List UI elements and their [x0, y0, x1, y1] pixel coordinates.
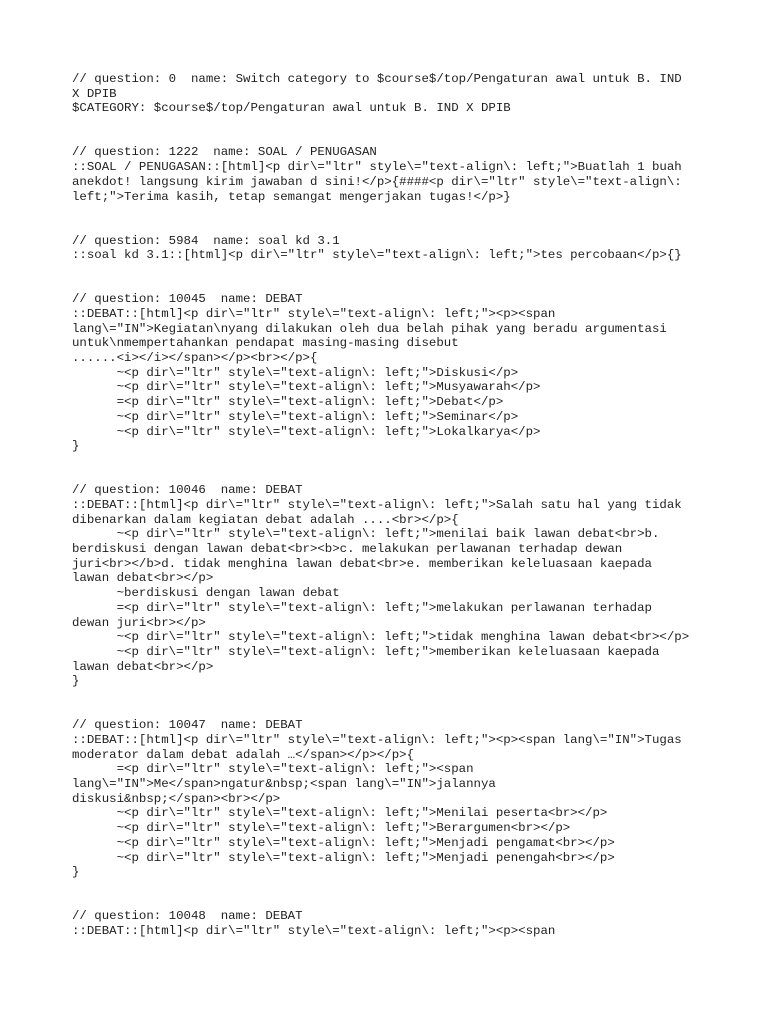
text-line: berdiskusi dengan lawan debat<br><b>c. melakukan perlawanan terhadap dewan: [72, 542, 623, 557]
text-line: // question: 5984 name: soal kd 3.1: [72, 233, 340, 248]
question-block: [72, 292, 702, 454]
question-block: [72, 718, 702, 880]
text-line: diskusi&nbsp;</span><br></p>: [72, 791, 281, 806]
text-line: dibenarkan dalam kegiatan debat adalah ....<br></p>{: [72, 512, 459, 527]
block-gap: [72, 263, 702, 292]
text-line: ~<p dir\="ltr" style\="text-align\: left;">Seminar</p>: [72, 409, 519, 424]
question-block: [72, 483, 702, 689]
text-line: ~<p dir\="ltr" style\="text-align\: left;">Berargumen<br></p>: [72, 821, 571, 836]
text-line: ~<p dir\="ltr" style\="text-align\: left;">tidak menghina lawan debat<br></p>: [72, 630, 690, 645]
text-line: ~<p dir\="ltr" style\="text-align\: left;">Lokalkarya</p>: [72, 424, 541, 439]
text-line: left;">Terima kasih, tetap semangat mengerjakan tugas!</p>}: [72, 189, 511, 204]
text-line: ~berdiskusi dengan lawan debat: [72, 586, 340, 601]
text-line: =<p dir\="ltr" style\="text-align\: left;"><span: [72, 762, 474, 777]
block-gap: [72, 204, 702, 233]
text-line: ~<p dir\="ltr" style\="text-align\: left;">menilai baik lawan debat<br>b.: [72, 527, 660, 542]
text-line: // question: 10046 name: DEBAT: [72, 483, 303, 498]
text-line: =<p dir\="ltr" style\="text-align\: left;">melakukan perlawanan terhadap: [72, 600, 652, 615]
text-line: lang\="IN">Me</span>ngatur&nbsp;<span lang\="IN">jalannya: [72, 777, 496, 792]
text-line: // question: 10048 name: DEBAT: [72, 909, 303, 924]
block-gap: [72, 689, 702, 718]
text-line: ::soal kd 3.1::[html]<p dir\="ltr" style\="text-align\: left;">tes percobaan</p>{}: [72, 248, 682, 263]
text-line: ::SOAL / PENUGASAN::[html]<p dir\="ltr" style\="text-align\: left;">Buatlah 1 buah: [72, 160, 682, 175]
text-line: anekdot! langsung kirim jawaban d sini!</p>{####<p dir\="ltr" style\="text-align\:: [72, 174, 682, 189]
text-line: ::DEBAT::[html]<p dir\="ltr" style\="text-align\: left;"><p><span: [72, 923, 556, 938]
text-line: ......<i></i></span></p><br></p>{: [72, 351, 318, 366]
question-block: [72, 909, 702, 938]
text-line: ::DEBAT::[html]<p dir\="ltr" style\="text-align\: left;"><p><span: [72, 307, 556, 322]
text-line: ~<p dir\="ltr" style\="text-align\: left;">memberikan keleluasaan kaepada: [72, 644, 660, 659]
block-gap: [72, 880, 702, 909]
text-line: dewan juri<br></p>: [72, 615, 206, 630]
text-line: ~<p dir\="ltr" style\="text-align\: left;">Menilai peserta<br></p>: [72, 806, 608, 821]
block-gap: [72, 454, 702, 483]
question-block: [72, 72, 702, 116]
text-line: juri<br></b>d. tidak menghina lawan debat<br>e. memberikan keleluasaan kaepada: [72, 556, 652, 571]
text-line: lawan debat<br></p>: [72, 571, 214, 586]
text-line: ~<p dir\="ltr" style\="text-align\: left;">Menjadi pengamat<br></p>: [72, 835, 615, 850]
text-line: ~<p dir\="ltr" style\="text-align\: left;">Diskusi</p>: [72, 365, 519, 380]
question-block: [72, 145, 702, 204]
text-line: }: [72, 865, 80, 880]
text-line: moderator dalam debat adalah …</span></p></p>{: [72, 747, 415, 762]
text-line: X DPIB: [72, 86, 117, 101]
text-line: ~<p dir\="ltr" style\="text-align\: left;">Menjadi penengah<br></p>: [72, 850, 615, 865]
text-line: // question: 1222 name: SOAL / PENUGASAN: [72, 145, 377, 160]
text-line: }: [72, 674, 80, 689]
document-page: [72, 72, 702, 939]
text-line: lang\="IN">Kegiatan\nyang dilakukan oleh dua belah pihak yang beradu argumentasi: [72, 321, 667, 336]
text-line: // question: 10047 name: DEBAT: [72, 718, 303, 733]
text-line: =<p dir\="ltr" style\="text-align\: left;">Debat</p>: [72, 395, 504, 410]
text-line: lawan debat<br></p>: [72, 659, 214, 674]
text-line: ::DEBAT::[html]<p dir\="ltr" style\="text-align\: left;"><p><span lang\="IN">Tugas: [72, 733, 682, 748]
text-line: }: [72, 439, 80, 454]
block-gap: [72, 116, 702, 145]
text-line: ~<p dir\="ltr" style\="text-align\: left;">Musyawarah</p>: [72, 380, 541, 395]
text-line: // question: 10045 name: DEBAT: [72, 292, 303, 307]
text-line: ::DEBAT::[html]<p dir\="ltr" style\="text-align\: left;">Salah satu hal yang tidak: [72, 498, 682, 512]
text-line: $CATEGORY: $course$/top/Pengaturan awal untuk B. IND X DPIB: [72, 101, 511, 116]
text-line: untuk\nmempertahankan pendapat masing-masing disebut: [72, 336, 459, 351]
question-block: [72, 234, 702, 263]
text-line: // question: 0 name: Switch category to $course$/top/Pengaturan awal untuk B. IND: [72, 72, 682, 86]
